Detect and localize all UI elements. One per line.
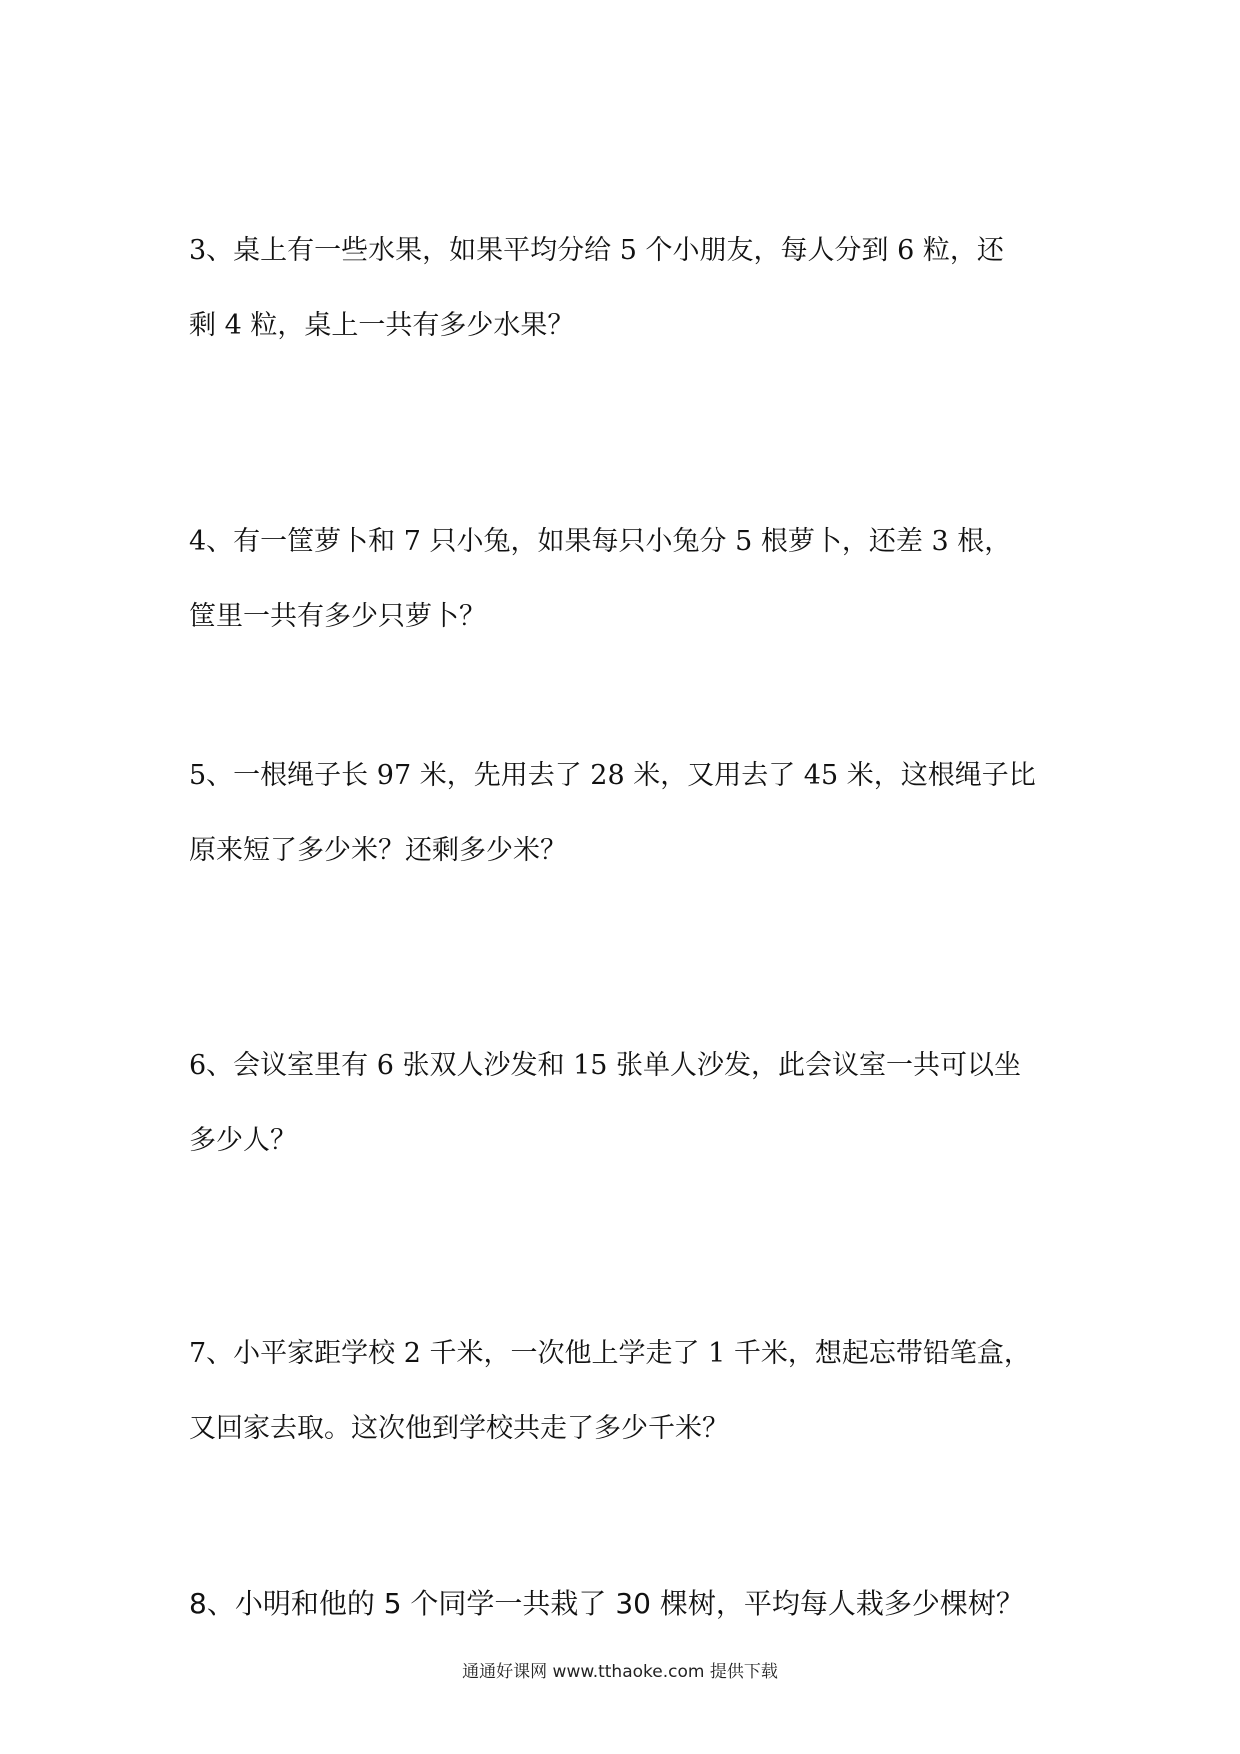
problem-3 [189, 213, 1069, 363]
problem-8-line-1: 8、小明和他的 5 个同学一共栽了 30 棵树，平均每人栽多少棵树？ [189, 1587, 1024, 1620]
problem-5 [189, 738, 1069, 888]
problem-7 [189, 1316, 1069, 1466]
problem-7-line-2: 又回家去取。这次他到学校共走了多少千米？ [189, 1413, 729, 1444]
problem-8 [189, 1566, 1069, 1641]
page-footer: 通通好课网 www.tthaoke.com 提供下载 [462, 1662, 778, 1682]
problem-4 [189, 504, 1069, 654]
problem-4-line-1: 4、有一筐萝卜和 7 只小兔，如果每只小兔分 5 根萝卜，还差 3 根， [189, 526, 1012, 557]
problem-6-line-1: 6、会议室里有 6 张双人沙发和 15 张单人沙发，此会议室一共可以坐 [189, 1050, 1022, 1081]
problem-5-line-1: 5、一根绳子长 97 米，先用去了 28 米，又用去了 45 米，这根绳子比 [189, 760, 1036, 791]
problem-7-line-1: 7、小平家距学校 2 千米，一次他上学走了 1 千米，想起忘带铅笔盒， [189, 1338, 1031, 1369]
problem-4-line-2: 筐里一共有多少只萝卜？ [189, 601, 486, 632]
problem-3-line-2: 剩 4 粒，桌上一共有多少水果？ [189, 310, 575, 341]
problem-6-line-2: 多少人？ [189, 1125, 297, 1156]
problem-5-line-2: 原来短了多少米？还剩多少米？ [189, 835, 567, 866]
problem-6 [189, 1028, 1069, 1178]
problem-3-line-1: 3、桌上有一些水果，如果平均分给 5 个小朋友，每人分到 6 粒，还 [189, 235, 1004, 266]
